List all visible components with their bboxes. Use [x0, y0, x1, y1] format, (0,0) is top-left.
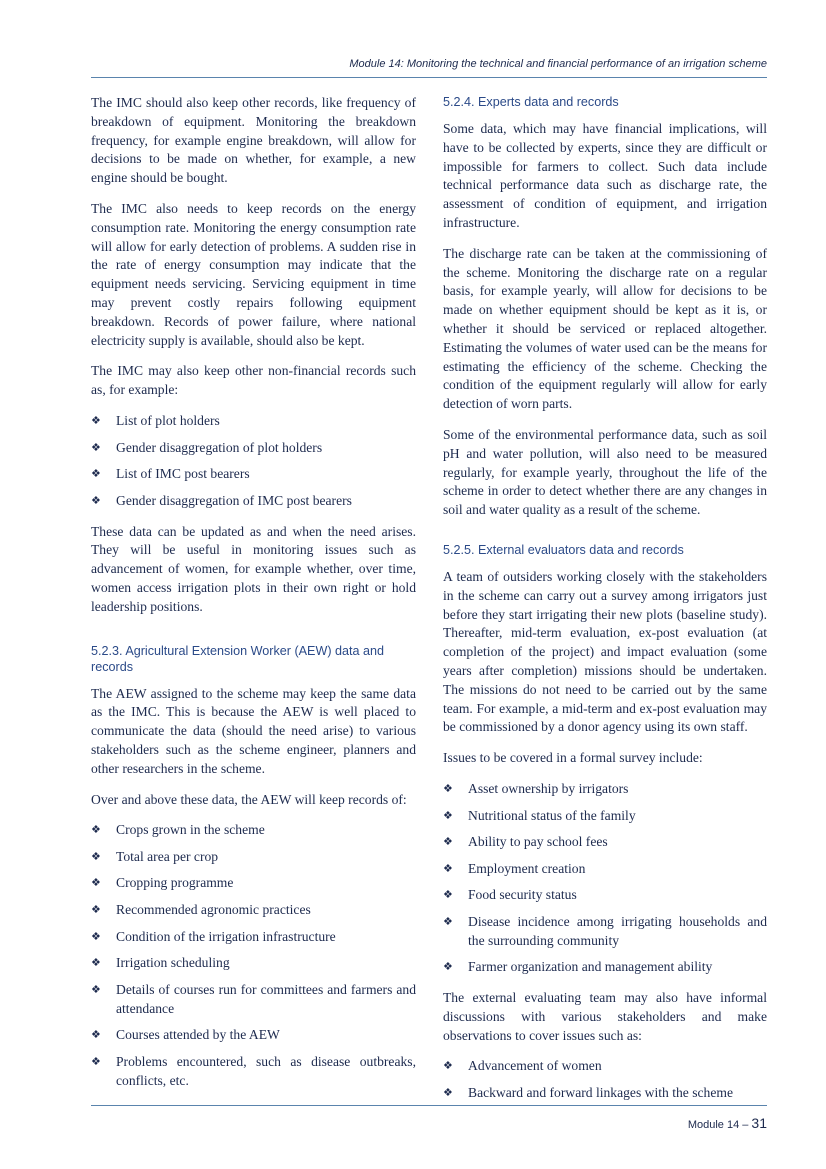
diamond-bullet-icon: ❖ — [443, 915, 453, 928]
paragraph: The external evaluating team may also have informal discussions with various stakeholders and make observations to cover issues such as: — [443, 990, 767, 1043]
diamond-bullet-icon: ❖ — [91, 468, 101, 481]
list-item: ❖ Farmer organization and management ability — [443, 958, 767, 977]
list-item: ❖ Advancement of women — [443, 1057, 767, 1076]
diamond-bullet-icon: ❖ — [91, 414, 101, 427]
list-item: ❖ Backward and forward linkages with the scheme — [443, 1084, 767, 1103]
diamond-bullet-icon: ❖ — [91, 850, 101, 863]
paragraph: Some of the environmental performance data, such as soil pH and water pollution, will also need to be measured regularly, for example yearly, throughout the life of the scheme in order to detect whether there are any changes in soil and water quality as a result of the scheme. — [443, 426, 767, 518]
paragraph: The discharge rate can be taken at the commissioning of the scheme. Monitoring the discharge rate on a regular basis, for example yearly, will allow for decisions to be made on whether equipment should be kept as it is, or whether it should be serviced or replaced altogether. Estimating the volumes of water used can be the means for estimating the efficiency of the scheme. Checking the condition of the equipment regularly will allow for early detection of worn parts. — [443, 245, 767, 412]
list-item: ❖ Courses attended by the AEW — [91, 1026, 416, 1045]
list-item: ❖ Gender disaggregation of IMC post bearers — [91, 492, 416, 511]
list-item: ❖ Problems encountered, such as disease outbreaks, conflicts, etc. — [91, 1053, 416, 1088]
left-column — [91, 94, 416, 1102]
list-item: ❖ Disease incidence among irrigating households and the surrounding community — [443, 913, 767, 948]
diamond-bullet-icon: ❖ — [443, 1060, 453, 1073]
diamond-bullet-icon: ❖ — [91, 494, 101, 507]
diamond-bullet-icon: ❖ — [443, 809, 453, 822]
bullet-list — [443, 1057, 767, 1102]
list-item: ❖ Ability to pay school fees — [443, 833, 767, 852]
module-label: Module 14 – — [687, 1119, 752, 1131]
list-item: ❖ Details of courses run for committees and farmers and attendance — [91, 981, 416, 1016]
list-item: ❖ Condition of the irrigation infrastructure — [91, 928, 416, 947]
page-footer — [688, 1115, 767, 1131]
header-rule — [91, 77, 767, 78]
paragraph: Some data, which may have financial implications, will have to be collected by experts, since they are difficult or impossible for farmers to collect. Such data include technical performance data such as discharge rate, the assessment of condition of equipment, and irrigation infrastructure. — [443, 121, 767, 230]
diamond-bullet-icon: ❖ — [443, 782, 453, 795]
section-heading-5-2-3: 5.2.3. Agricultural Extension Worker (AEW) data and records — [91, 643, 385, 674]
right-column — [443, 94, 767, 1115]
diamond-bullet-icon: ❖ — [91, 930, 101, 943]
paragraph: Issues to be covered in a formal survey include: — [443, 750, 703, 766]
paragraph: The AEW assigned to the scheme may keep the same data as the IMC. This is because the AEW is well placed to communicate the data (should the need arise) to various stakeholders such as the scheme engineer, planners and other researchers in the scheme. — [91, 685, 416, 776]
diamond-bullet-icon: ❖ — [91, 983, 101, 996]
list-item: ❖ Asset ownership by irrigators — [443, 780, 767, 799]
list-item: ❖ List of IMC post bearers — [91, 465, 416, 484]
diamond-bullet-icon: ❖ — [443, 889, 453, 902]
list-item: ❖ Food security status — [443, 886, 767, 905]
bullet-list — [91, 821, 416, 1090]
diamond-bullet-icon: ❖ — [91, 441, 101, 454]
paragraph: These data can be updated as and when the need arises. They will be useful in monitoring issues such as advancement of women, for example whether, over time, women access irrigation plots in their own right or hold leadership positions. — [91, 523, 416, 614]
list-item: ❖ Cropping programme — [91, 874, 416, 893]
paragraph: The IMC may also keep other non-financial records such as, for example: — [91, 363, 416, 398]
diamond-bullet-icon: ❖ — [91, 1029, 101, 1042]
list-item: ❖ Total area per crop — [91, 848, 416, 867]
list-item: ❖ Nutritional status of the family — [443, 807, 767, 826]
diamond-bullet-icon: ❖ — [91, 824, 101, 837]
list-item: ❖ Recommended agronomic practices — [91, 901, 416, 920]
list-item: ❖ Crops grown in the scheme — [91, 821, 416, 840]
list-item: ❖ List of plot holders — [91, 412, 416, 431]
diamond-bullet-icon: ❖ — [91, 904, 101, 917]
diamond-bullet-icon: ❖ — [443, 862, 453, 875]
page-number: 31 — [751, 1115, 767, 1131]
list-item: ❖ Irrigation scheduling — [91, 954, 416, 973]
bullet-list — [91, 412, 416, 511]
diamond-bullet-icon: ❖ — [91, 877, 101, 890]
diamond-bullet-icon: ❖ — [443, 836, 453, 849]
footer-rule — [91, 1105, 767, 1106]
paragraph: A team of outsiders working closely with the stakeholders in the scheme can carry out a survey among irrigators just before they start irrigating their new plots (baseline study). Thereafter, mid-term evaluation, ex-post evaluation (at completion of the project) and impact evaluation (some years after completion) missions should be undertaken. The missions do not need to be carried out by the same team. For example, a mid-term and ex-post evaluation may be commissioned by a donor agency using its own staff. — [443, 568, 767, 735]
section-heading-5-2-5: 5.2.5. External evaluators data and records — [443, 542, 684, 557]
paragraph: The IMC should also keep other records, like frequency of breakdown of equipment. Monitoring the breakdown frequency, for example engine breakdown, will allow for decisions to be made on whether, for example, a new engine should be bought. — [91, 95, 416, 186]
running-header: Module 14: Monitoring the technical and financial performance of an irrigation scheme — [349, 58, 767, 70]
bullet-list — [443, 780, 767, 977]
list-item: ❖ Employment creation — [443, 860, 767, 879]
diamond-bullet-icon: ❖ — [443, 961, 453, 974]
diamond-bullet-icon: ❖ — [443, 1087, 453, 1100]
paragraph: The IMC also needs to keep records on the energy consumption rate. Monitoring the energy consumption rate will allow for early detection of problems. A sudden rise in the rate of energy consumption may indicate that the equipment needs servicing. Servicing equipment in time may prevent costly repairs following equipment breakdown. Records of power failure, where national electricity supply is available, should also be kept. — [91, 200, 416, 348]
paragraph: Over and above these data, the AEW will keep records of: — [91, 791, 407, 807]
list-item: ❖ Gender disaggregation of plot holders — [91, 439, 416, 458]
diamond-bullet-icon: ❖ — [91, 957, 101, 970]
section-heading-5-2-4: 5.2.4. Experts data and records — [443, 95, 619, 109]
diamond-bullet-icon: ❖ — [91, 1055, 101, 1068]
